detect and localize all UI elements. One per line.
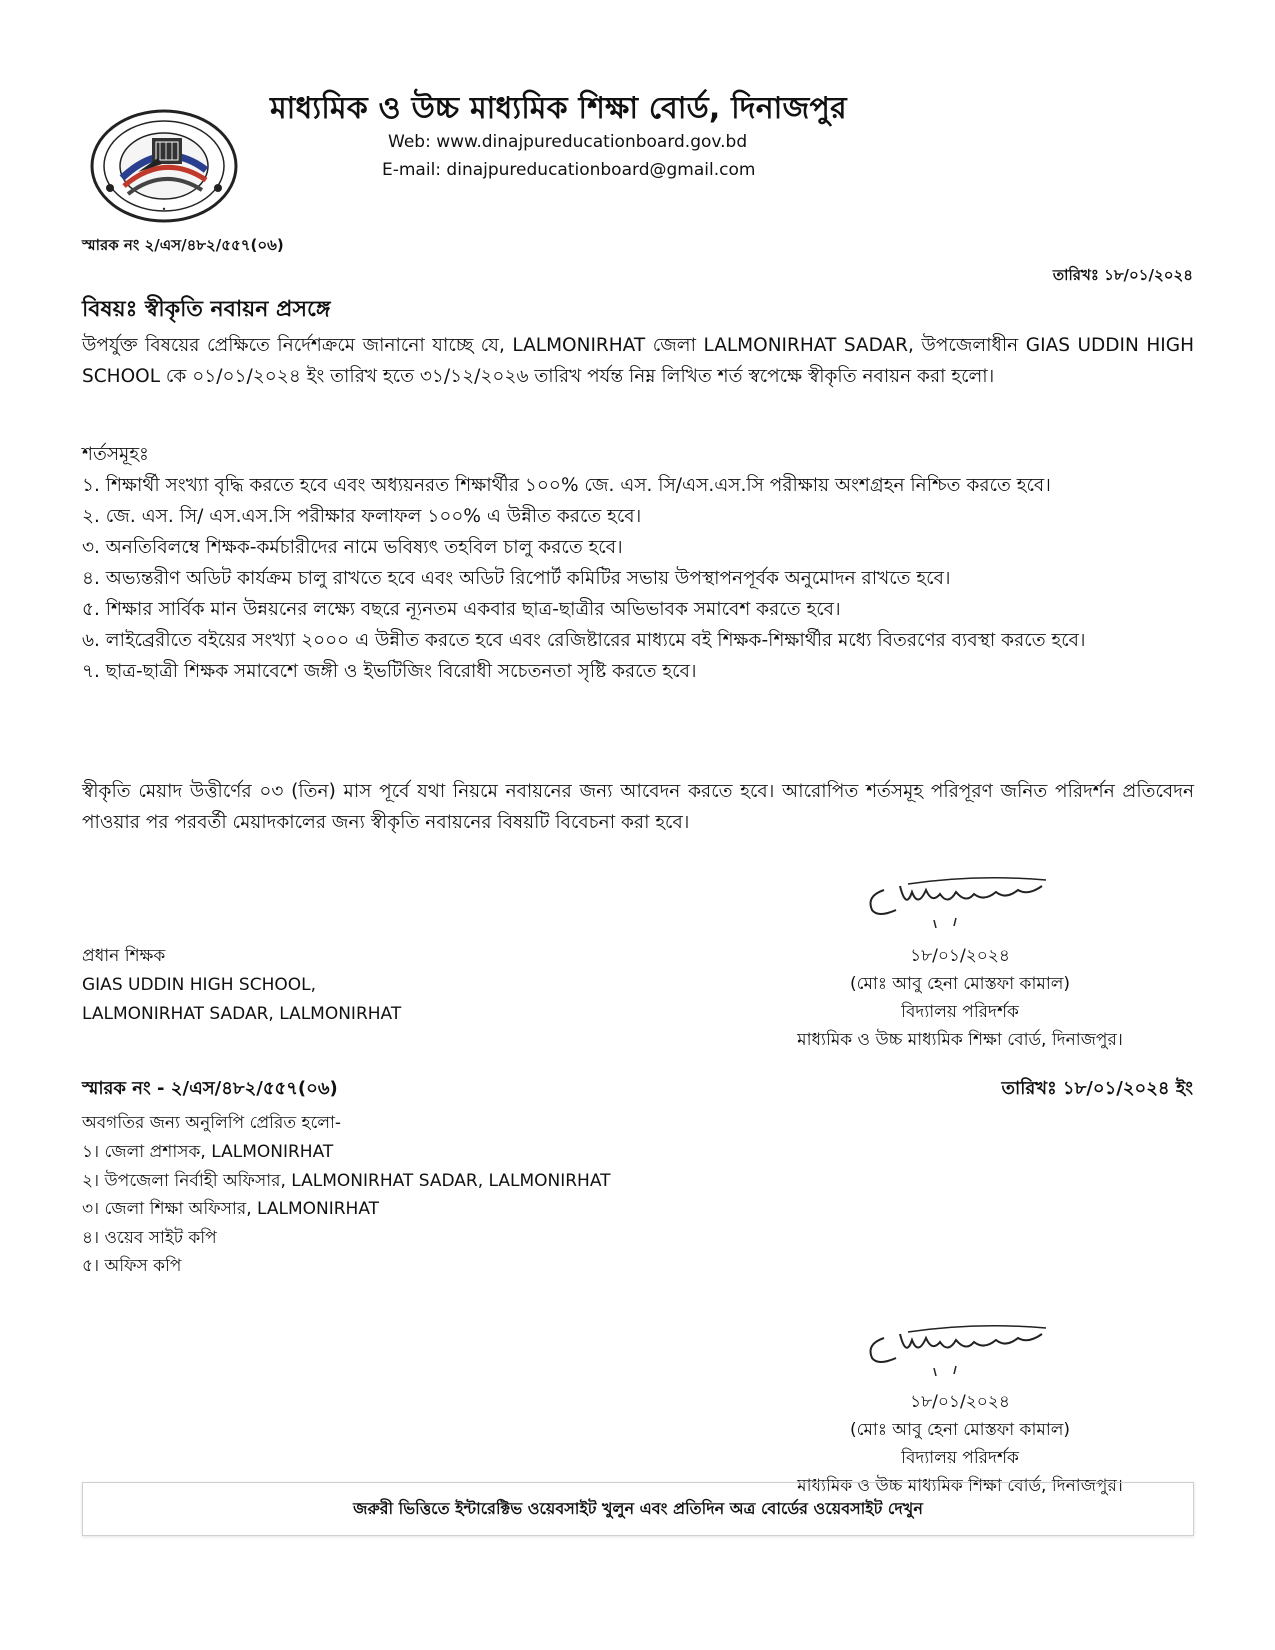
recipient-block bbox=[82, 942, 401, 1029]
signature-image bbox=[856, 870, 1066, 932]
board-website: Web: www.dinajpureducationboard.gov.bd bbox=[388, 132, 748, 152]
copy-item: ১। জেলা প্রশাসক, LALMONIRHAT bbox=[82, 1142, 334, 1162]
condition-item: ৪. অভ্যন্তরীণ অডিট কার্যক্রম চালু রাখতে হবে এবং অডিট রিপোর্ট কমিটির সভায় উপস্থাপনপূর্বক অনুমোদন রাখতে হবে। bbox=[82, 568, 951, 589]
condition-item: ২. জে. এস. সি/ এস.এস.সি পরীক্ষার ফলাফল ১০০% এ উন্নীত করতে হবে। bbox=[82, 506, 642, 527]
condition-item: ১. শিক্ষার্থী সংখ্যা বৃদ্ধি করতে হবে এবং অধ্যয়নরত শিক্ষার্থীর ১০০% জে. এস. সি/এস.এস.সি পরীক্ষায় অংশগ্রহন নিশ্চিত করতে হবে। bbox=[82, 475, 1051, 496]
board-logo-icon bbox=[88, 108, 240, 224]
conditions-list bbox=[82, 470, 1194, 687]
copy-intro: অবগতির জন্য অনুলিপি প্রেরিত হলো- bbox=[82, 1113, 342, 1133]
copy-item: ৫। অফিস কপি bbox=[82, 1256, 182, 1276]
signature-image bbox=[856, 1318, 1066, 1380]
memo-date: তারিখঃ ১৮/০১/২০২৪ bbox=[1052, 266, 1193, 284]
closing-paragraph: স্বীকৃতি মেয়াদ উত্তীর্ণের ০৩ (তিন) মাস পূর্বে যথা নিয়মে নবায়নের জন্য আবেদন করতে হবে। আরোপিত শর্তসমূহ পরিপূরণ জনিত পরিদর্শন প্রতিবেদন পাওয়ার পর পরবর্তী মেয়াদকালের জন্য স্বীকৃতি নবায়নের বিষয়টি বিবেচনা করা হবে। bbox=[82, 781, 1194, 833]
signer-name: (মোঃ আবু হেনা মোস্তফা কামাল) bbox=[849, 974, 1071, 994]
signer-date: ১৮/০১/২০২৪ bbox=[910, 1392, 1010, 1412]
copy-item: ৩। জেলা শিক্ষা অফিসার, LALMONIRHAT bbox=[82, 1199, 380, 1219]
signer-office: মাধ্যমিক ও উচ্চ মাধ্যমিক শিক্ষা বোর্ড, দিনাজপুর। bbox=[797, 1030, 1123, 1050]
copy-item: ২। উপজেলা নির্বাহী অফিসার, LALMONIRHAT SADAR, LALMONIRHAT bbox=[82, 1170, 611, 1191]
footer-notice bbox=[82, 1482, 1194, 1536]
signer-date: ১৮/০১/২০২৪ bbox=[910, 946, 1010, 966]
memo-number-copy: স্মারক নং - ২/এস/৪৮২/৫৫৭(০৬) bbox=[82, 1078, 338, 1099]
footer-notice-text: জরুরী ভিত্তিতে ইন্টারেক্টিভ ওয়েবসাইট খুলুন এবং প্রতিদিন অত্র বোর্ডের ওয়েবসাইট দেখুন bbox=[353, 1498, 923, 1518]
intro-paragraph: উপর্যুক্ত বিষয়ের প্রেক্ষিতে নির্দেশক্রমে জানানো যাচ্ছে যে, LALMONIRHAT জেলা LALMONIRHAT SADAR, উপজেলাধীন GIAS UDDIN HIGH SCHOOL কে ০১/০১/২০২৪ ইং তারিখ হতে ৩১/১২/২০২৬ তারিখ পর্যন্ত নিম্ন লিখিত শর্ত স্বপেক্ষে স্বীকৃতি নবায়ন করা হলো। bbox=[82, 335, 1194, 387]
signer-designation: বিদ্যালয় পরিদর্শক bbox=[901, 1002, 1019, 1022]
signer-name: (মোঃ আবু হেনা মোস্তফা কামাল) bbox=[849, 1420, 1071, 1440]
board-title: মাধ্যমিক ও উচ্চ মাধ্যমিক শিক্ষা বোর্ড, দিনাজপুর bbox=[270, 91, 847, 126]
memo-number: স্মারক নং ২/এস/৪৮২/৫৫৭(০৬) bbox=[82, 236, 284, 254]
condition-item: ৫. শিক্ষার সার্বিক মান উন্নয়নের লক্ষ্যে বছরে ন্যূনতম একবার ছাত্র-ছাত্রীর অভিভাবক সমাবেশ করতে হবে। bbox=[82, 599, 841, 620]
conditions-heading: শর্তসমূহঃ bbox=[82, 444, 149, 465]
signer-office: মাধ্যমিক ও উচ্চ মাধ্যমিক শিক্ষা বোর্ড, দিনাজপুর। bbox=[797, 1476, 1123, 1496]
recipient-title: প্রধান শিক্ষক bbox=[82, 946, 166, 966]
condition-item: ৩. অনতিবিলম্বে শিক্ষক-কর্মচারীদের নামে ভবিষ্যৎ তহবিল চালু করতে হবে। bbox=[82, 537, 623, 558]
signer-block bbox=[740, 942, 1180, 1054]
condition-item: ৭. ছাত্র-ছাত্রী শিক্ষক সমাবেশে জঙ্গী ও ইভটিজিং বিরোধী সচেতনতা সৃষ্টি করতে হবে। bbox=[82, 661, 697, 682]
svg-text:•: • bbox=[161, 205, 167, 214]
signer-designation: বিদ্যালয় পরিদর্শক bbox=[901, 1448, 1019, 1468]
subject-line: বিষয়ঃ স্বীকৃতি নবায়ন প্রসঙ্গে bbox=[82, 297, 331, 322]
copy-item: ৪। ওয়েব সাইট কপি bbox=[82, 1227, 217, 1248]
recipient-address: LALMONIRHAT SADAR, LALMONIRHAT bbox=[82, 1004, 402, 1024]
recipient-school: GIAS UDDIN HIGH SCHOOL, bbox=[82, 975, 317, 995]
copy-list bbox=[82, 1138, 611, 1281]
memo-date-copy: তারিখঃ ১৮/০১/২০২৪ ইং bbox=[1001, 1078, 1193, 1099]
board-email: E-mail: dinajpureducationboard@gmail.com bbox=[382, 160, 756, 180]
condition-item: ৬. লাইব্রেরীতে বইয়ের সংখ্যা ২০০০ এ উন্নীত করতে হবে এবং রেজিষ্টারের মাধ্যমে বই শিক্ষক-শিক্ষার্থীর মধ্যে বিতরণের ব্যবস্থা করতে হবে। bbox=[82, 630, 1086, 651]
